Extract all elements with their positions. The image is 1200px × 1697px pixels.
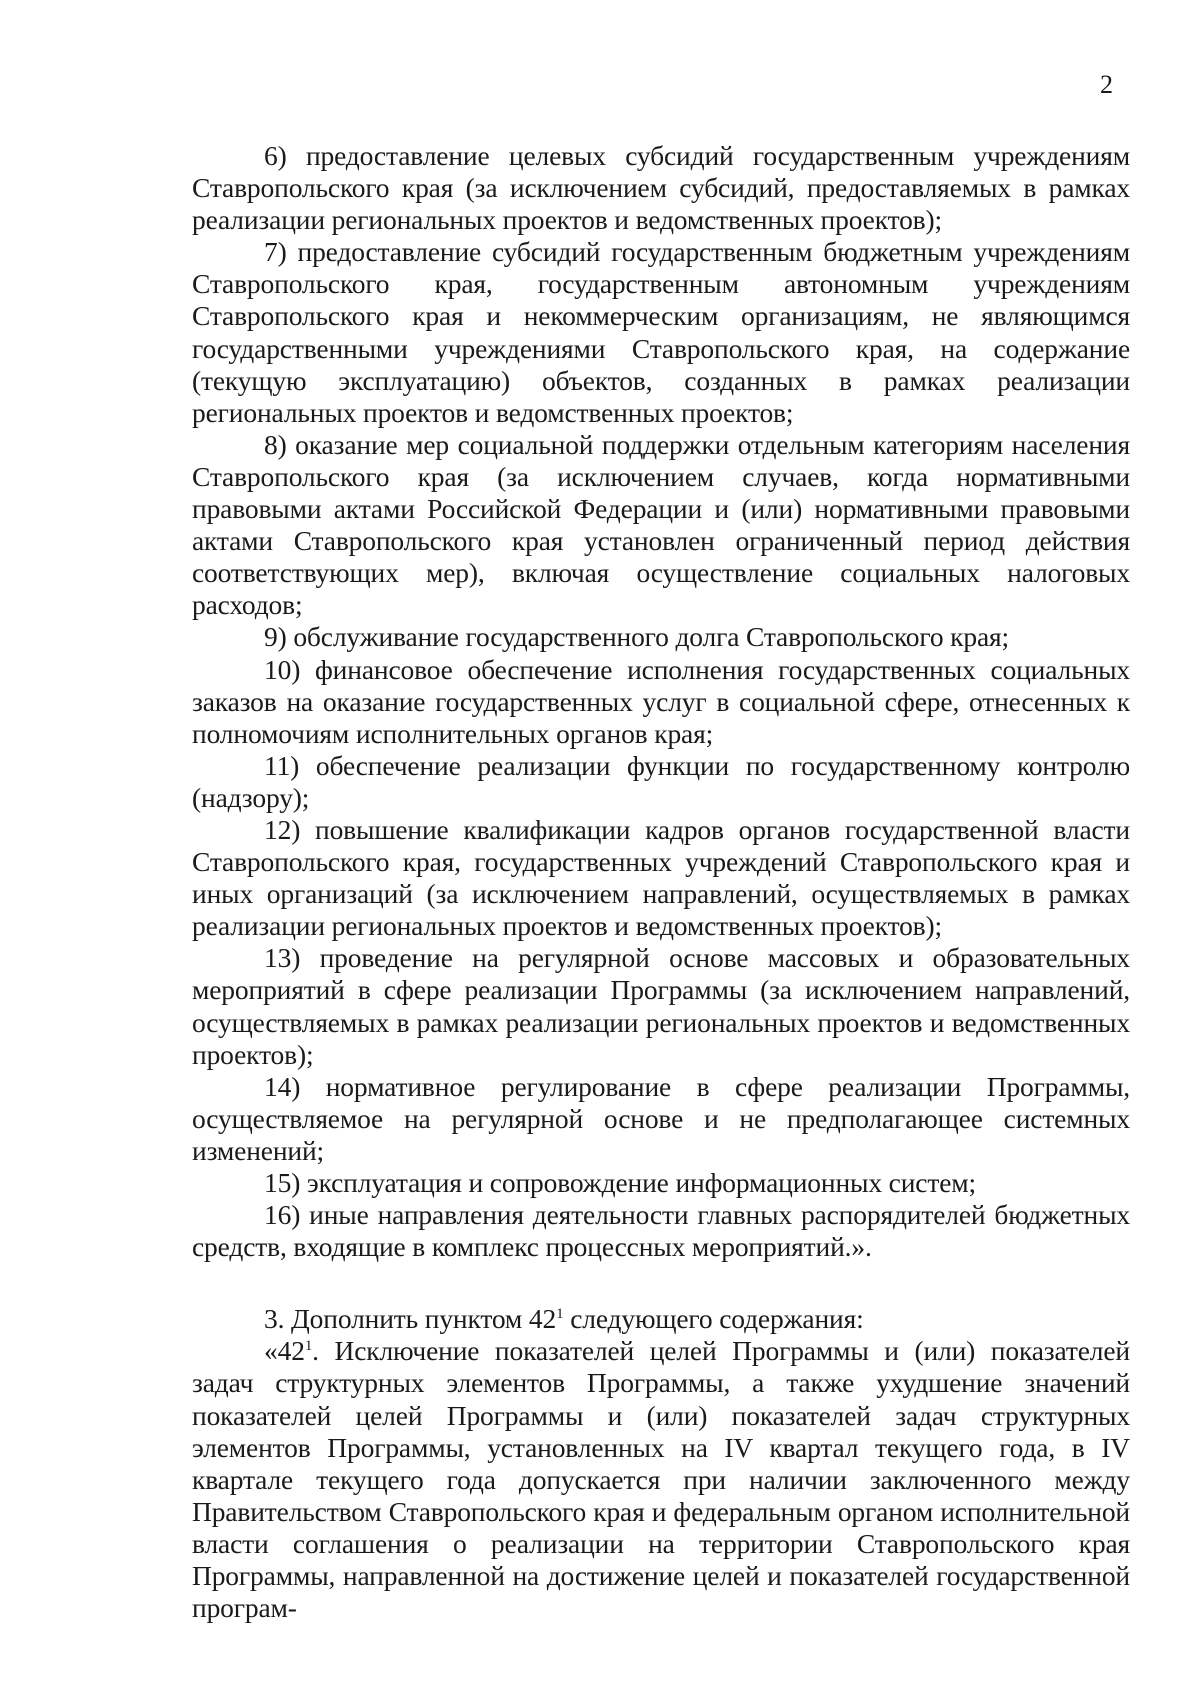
list-item-9: 9) обслуживание государственного долга Ставропольского края; [264,621,1009,653]
clause-42-1 [192,1335,1130,1624]
clause-42-1-text: . Исключение показателей целей Программы и (или) показателей задач структурных элементов Программы, а также ухудшение значений показателей целей Программы и (или) показателей задач структурных элементов Программы, установленных на IV квартал текущего года, в IV квартале текущего года допускается при наличии заключенного между Правительством Ставропольского края и федеральным органом исполнительной власти соглашения о реализации на территории Ставропольского края Программы, направленной на достижение целей и показателей государственной програм- [192,1335,1130,1624]
clause-42-1-superscript: 1 [304,1338,313,1355]
list-item-11: 11) обеспечение реализации функции по государственному контролю (надзору); [192,749,1130,813]
section-gap [192,1263,1130,1303]
section-3-heading [192,1303,1130,1335]
list-item-12: 12) повышение квалификации кадров органов государственной власти Ставропольского края, государственных учреждений Ставропольского края и иных организаций (за исключением направлений, осуществляемых в рамках реализации региональных проектов и ведомственных проектов); [192,813,1130,942]
list-item-10: 10) финансовое обеспечение исполнения государственных социальных заказов на оказание государственных услуг в социальной сфере, отнесенных к полномочиям исполнительных органов края; [192,653,1130,749]
document-body [192,140,1130,1624]
list-item-16: 16) иные направления деятельности главных распорядителей бюджетных средств, входящие в комплекс процессных мероприятий.». [192,1199,1130,1263]
list-item-8: 8) оказание мер социальной поддержки отдельным категориям населения Ставропольского края (за исключением случаев, когда нормативными правовыми актами Российской Федерации и (или) нормативными правовыми актами Ставропольского края установлен ограниченный период действия соответствующих мер), включая осуществление социальных налоговых расходов; [192,428,1130,621]
list-item-6: 6) предоставление целевых субсидий государственным учреждениям Ставропольского края (за исключением субсидий, предоставляемых в рамках реализации региональных проектов и ведомственных проектов); [192,140,1130,236]
list-item-15: 15) эксплуатация и сопровождение информационных систем; [264,1167,977,1198]
list-item-14: 14) нормативное регулирование в сфере реализации Программы, осуществляемое на регулярной основе и не предполагающее системных изменений; [192,1070,1130,1166]
section-3-heading-tail: следующего содержания: [563,1303,864,1335]
clause-42-1-number: «42 [264,1335,305,1367]
list-item-7: 7) предоставление субсидий государственным бюджетным учреждениям Ставропольского края, государственным автономным учреждениям Ставропольского края и некоммерческим организациям, не являющимся государственными учреждениями Ставропольского края, на содержание (текущую эксплуатацию) объектов, созданных в рамках реализации региональных проектов и ведомственных проектов; [192,236,1130,428]
list-item-13: 13) проведение на регулярной основе массовых и образовательных мероприятий в сфере реализации Программы (за исключением направлений, осуществляемых в рамках реализации региональных проектов и ведомственных проектов); [192,942,1130,1070]
page-number: 2 [1100,70,1113,99]
section-3-heading-superscript: 1 [556,1306,564,1323]
section-3-heading-text: 3. Дополнить пунктом 42 [264,1303,557,1335]
